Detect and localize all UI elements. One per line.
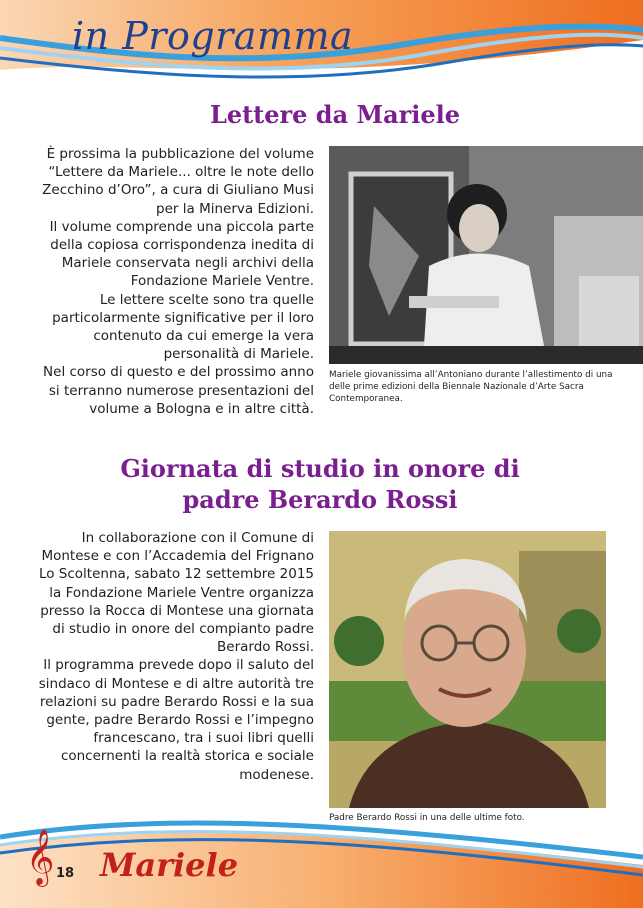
music-note-icon: 𝄞 [26, 829, 55, 885]
photo-mariele [329, 146, 643, 364]
photo-caption-padre-berardo: Padre Berardo Rossi in una delle ultime foto. [329, 813, 525, 823]
paragraph: Il volume comprende una piccola parte della copiosa corrispondenza inedita di Mariele conservata negli archivi della Fondazione Mariele Ventre. [49, 218, 314, 290]
article-title-giornata [100, 453, 540, 515]
page-number: 18 [56, 866, 75, 881]
photo-padre-berardo [329, 531, 606, 808]
article-body-giornata [28, 529, 314, 784]
article-title-lettere: Lettere da Mariele [209, 100, 461, 129]
footer-wave-graphic [0, 815, 643, 908]
title-line: Giornata di studio in onore di [120, 454, 520, 483]
article-body-lettere [28, 145, 314, 418]
photo-caption-mariele: Mariele giovanissima all’Antoniano durante l’allestimento di una delle prime edizioni della Biennale Nazionale d’Arte Sacra Contemporanea. [329, 370, 613, 404]
paragraph: Le lettere scelte sono tra quelle particolarmente significative per il loro contenuto da cui emerge la vera personalità di Mariele. [52, 291, 314, 363]
title-line: padre Berardo Rossi [182, 485, 458, 514]
section-label: in Programma [72, 14, 354, 58]
page-footer [0, 815, 643, 908]
paragraph: In collaborazione con il Comune di Montese e con l’Accademia del Frignano Lo Scoltenna, sabato 12 settembre 2015 la Fondazione Mariele Ventre organizza presso la Rocca di Montese una giornata di studio in onore del compianto padre Berardo Rossi. [38, 530, 314, 656]
paragraph: È prossima la pubblicazione del volume “Lettere da Mariele... oltre le note dello Zecchino d’Oro”, a cura di Giuliano Musi per la Minerva Edizioni. [42, 146, 314, 217]
page-header [0, 0, 643, 100]
brand-logo-mariele: Mariele [100, 846, 239, 884]
paragraph: Nel corso di questo e del prossimo anno si terranno numerose presentazioni del volume a Bologna e in altre città. [43, 364, 314, 417]
paragraph: Il programma prevede dopo il saluto del sindaco di Montese e di altre autorità tre relazioni su padre Berardo Rossi e la sua gente, padre Berardo Rossi e l’impegno francescano, tra i suoi libri quelli concernenti la realtà storica e sociale modenese. [38, 657, 314, 783]
